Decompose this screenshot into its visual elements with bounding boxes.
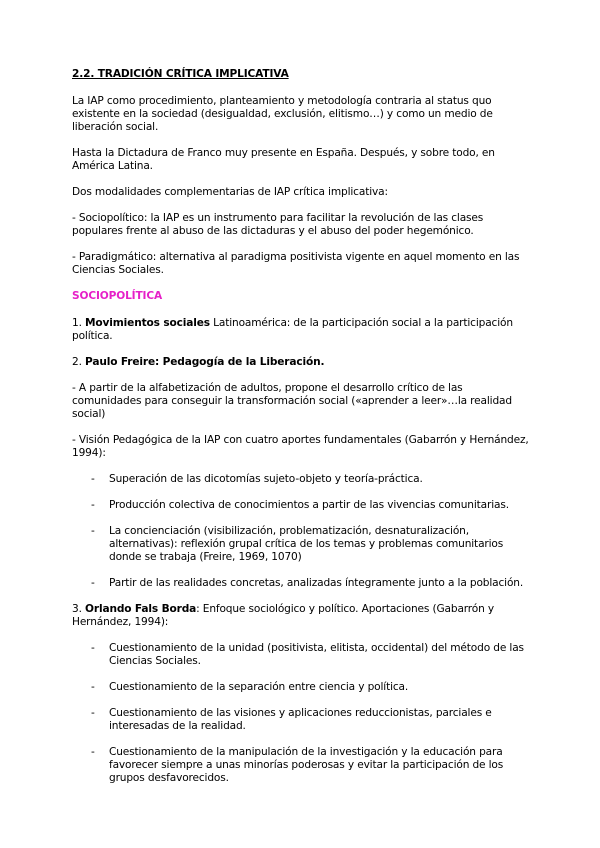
item-bold-title: Movimientos sociales: [85, 317, 210, 329]
item-orlando-fals-borda: [72, 603, 532, 629]
dash-marker: -: [91, 473, 95, 485]
intro-paragraph: - Paradigmático: alternativa al paradigma positivista vigente en aquel momento en las Ciencias Sociales.: [72, 251, 520, 276]
list-item: [91, 499, 532, 512]
item-paulo-freire: [72, 356, 532, 369]
list-item: [91, 707, 532, 733]
intro-paragraph: Hasta la Dictadura de Franco muy presente en España. Después, y sobre todo, en América Latina.: [72, 147, 495, 172]
freire-paragraph: - A partir de la alfabetización de adultos, propone el desarrollo crítico de las comunidades para conseguir la transformación social («aprender a leer»…la realidad social): [72, 382, 512, 420]
intro-paragraph: Dos modalidades complementarias de IAP crítica implicativa:: [72, 186, 388, 198]
list-item: [91, 577, 532, 590]
list-item-text: La concienciación (visibilización, problematización, desnaturalización, alternativas): reflexión grupal crítica de los temas y problemas comunitarios donde se trabaja (Freire, 1969, 1070): [109, 525, 504, 563]
item-number: 1.: [72, 317, 86, 329]
fals-borda-contributions-list: [72, 642, 532, 785]
document-body: [72, 68, 532, 798]
list-item: [91, 525, 532, 564]
list-item: [91, 473, 532, 486]
list-item: [91, 746, 532, 785]
list-item-text: Cuestionamiento de la manipulación de la investigación y la educación para favorecer siempre a unas minorías poderosas y evitar la participación de los grupos desfavorecidos.: [109, 746, 504, 784]
list-item: [91, 681, 532, 694]
dash-marker: -: [91, 577, 95, 589]
intro-paragraph: La IAP como procedimiento, planteamiento y metodología contraria al status quo existente en la sociedad (desigualdad, exclusión, elitismo…) y como un medio de liberación social.: [72, 95, 493, 133]
dash-marker: -: [91, 525, 95, 537]
freire-paragraph: - Visión Pedagógica de la IAP con cuatro aportes fundamentales (Gabarrón y Hernández, 1994):: [72, 434, 529, 459]
item-text: : Enfoque sociológico y político. Aportaciones (Gabarrón y Hernández, 1994):: [72, 603, 495, 628]
item-bold-title: Paulo Freire: Pedagogía de la Liberación.: [85, 356, 325, 368]
dash-marker: -: [91, 746, 95, 758]
item-number: 2.: [72, 356, 86, 368]
dash-marker: -: [91, 642, 95, 654]
list-item-text: Partir de las realidades concretas, analizadas íntegramente junto a la población.: [109, 577, 524, 589]
dash-marker: -: [91, 499, 95, 511]
section-title: 2.2. TRADICIÓN CRÍTICA IMPLICATIVA: [72, 68, 289, 80]
list-item-text: Cuestionamiento de la separación entre ciencia y política.: [109, 681, 409, 693]
list-item: [91, 642, 532, 668]
item-number: 3.: [72, 603, 86, 615]
list-item-text: Cuestionamiento de la unidad (positivista, elitista, occidental) del método de las Ciencias Sociales.: [109, 642, 524, 667]
item-text: Latinoamérica: de la participación social a la participación política.: [72, 317, 513, 342]
list-item-text: Producción colectiva de conocimientos a partir de las vivencias comunitarias.: [109, 499, 509, 511]
list-item-text: Cuestionamiento de las visiones y aplicaciones reduccionistas, parciales e interesadas de la realidad.: [109, 707, 492, 732]
intro-paragraph: - Sociopolítico: la IAP es un instrumento para facilitar la revolución de las clases populares frente al abuso de las dictaduras y el abuso del poder hegemónico.: [72, 212, 484, 237]
sociopolitica-heading: SOCIOPOLÍTICA: [72, 290, 163, 302]
item-bold-title: Orlando Fals Borda: [85, 603, 197, 615]
list-item-text: Superación de las dicotomías sujeto-objeto y teoría-práctica.: [109, 473, 423, 485]
freire-contributions-list: [72, 473, 532, 590]
dash-marker: -: [91, 707, 95, 719]
item-movimientos-sociales: [72, 317, 532, 343]
dash-marker: -: [91, 681, 95, 693]
